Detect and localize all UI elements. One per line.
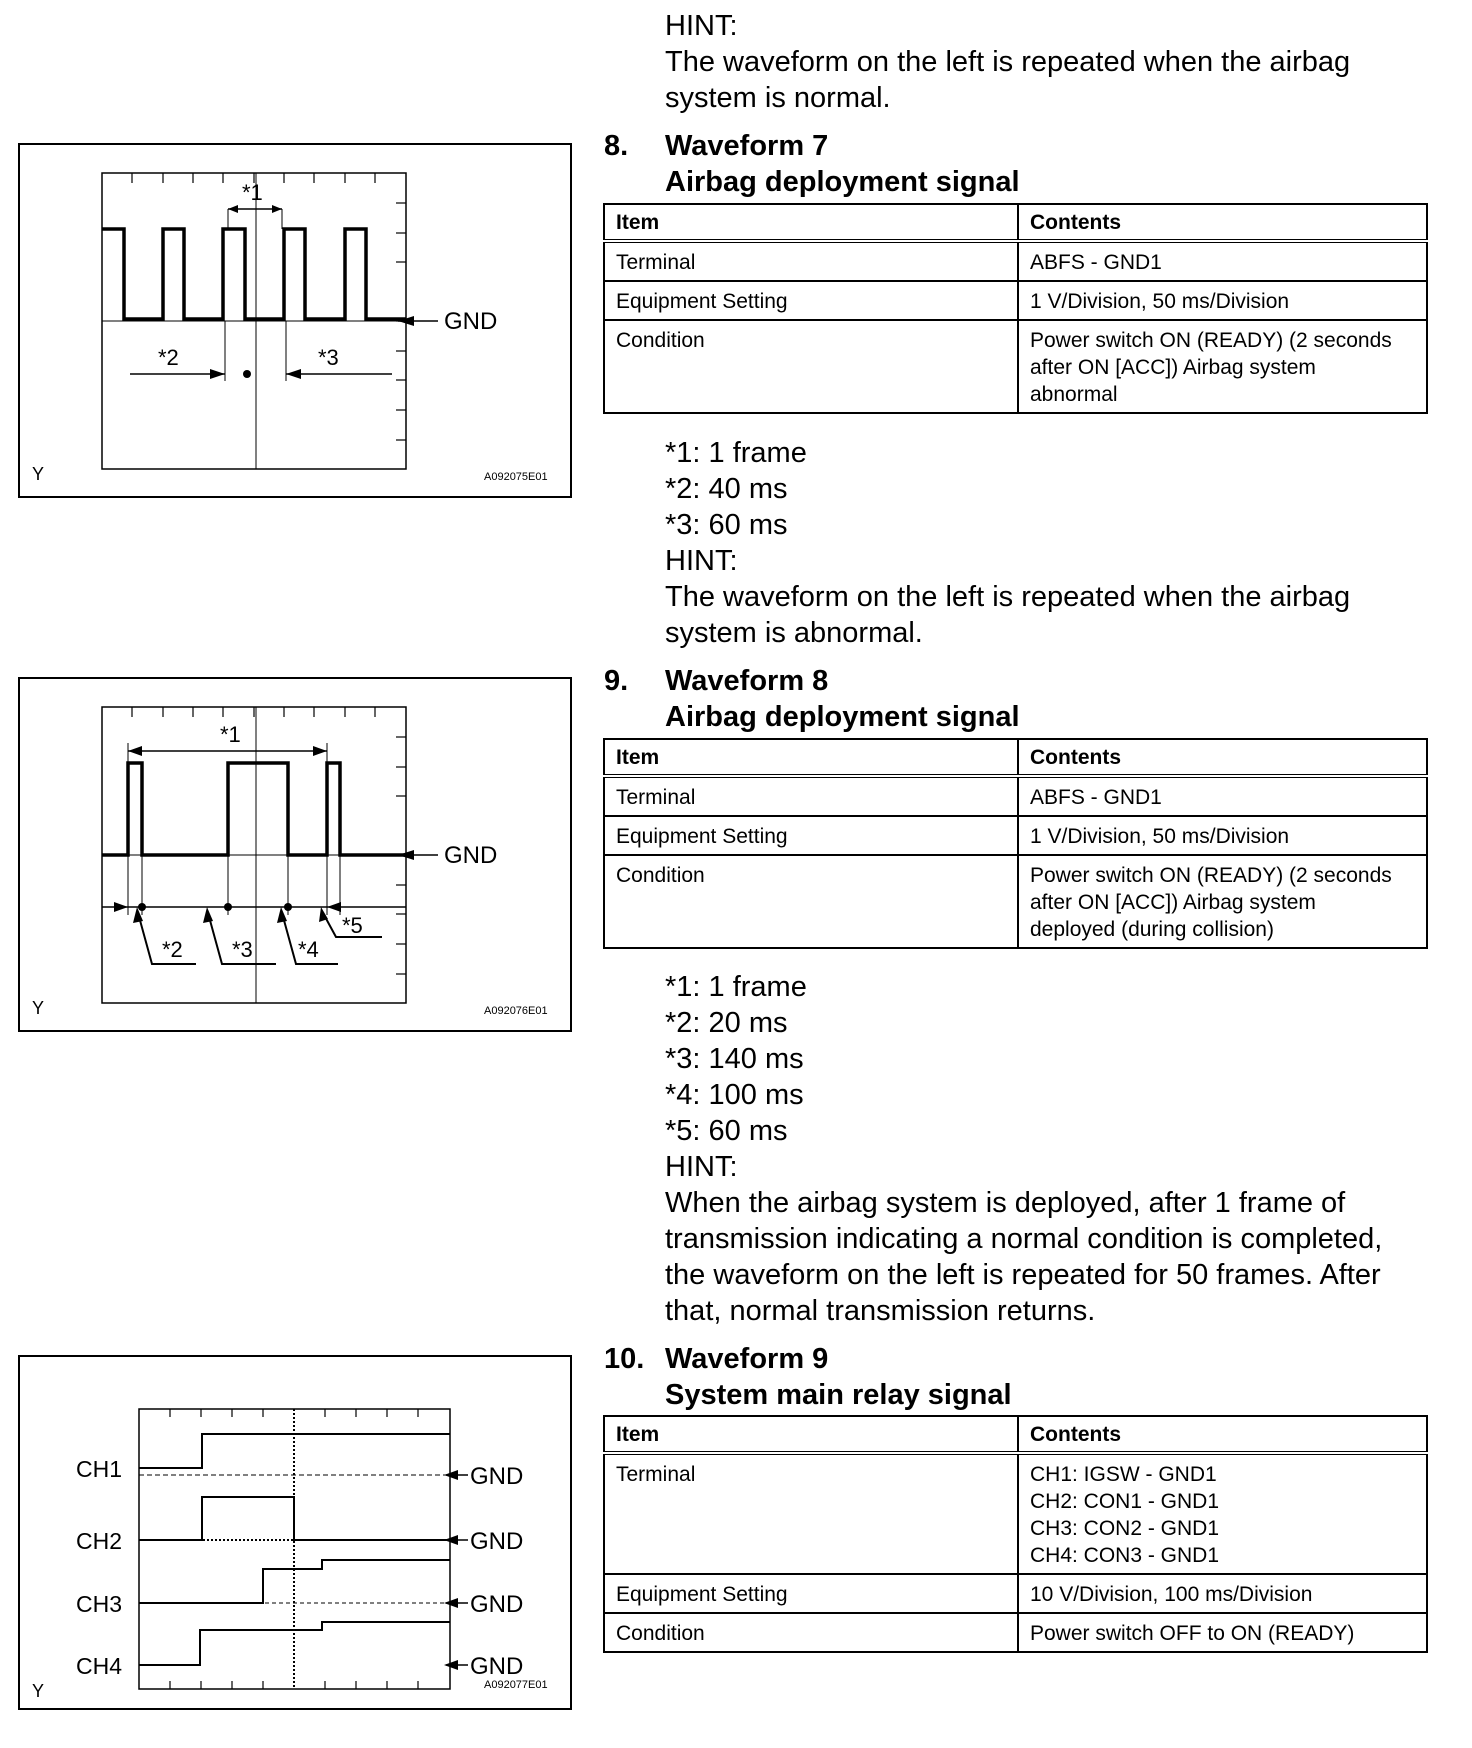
marker-2: *2 <box>162 937 183 962</box>
condition-line: abnormal <box>1030 383 1118 406</box>
waveform-9-table <box>603 1415 1428 1653</box>
waveform-9-diagram <box>20 1357 570 1708</box>
section-subtitle: Airbag deployment signal <box>665 701 1020 733</box>
header-contents: Contents <box>1018 1416 1427 1453</box>
table-header-row <box>604 204 1427 241</box>
note: *2: 40 ms <box>665 473 788 505</box>
hint-label: HINT: <box>665 1151 738 1183</box>
row-value: ABFS - GND1 <box>1018 241 1427 281</box>
note: *4: 100 ms <box>665 1079 804 1111</box>
gnd-label: GND <box>470 1463 524 1490</box>
hint-line: The waveform on the left is repeated when the airbag <box>665 581 1351 613</box>
section-title: Waveform 7 <box>665 130 829 162</box>
waveform-9-figure <box>18 1355 572 1710</box>
table-row <box>604 816 1427 855</box>
marker-4: *4 <box>298 937 319 962</box>
header-item: Item <box>604 204 1018 241</box>
marker-5: *5 <box>342 913 363 938</box>
gnd-label: GND <box>470 1653 524 1680</box>
section-subtitle: Airbag deployment signal <box>665 166 1020 198</box>
table-row <box>604 1574 1427 1613</box>
waveform-8-figure <box>18 677 572 1032</box>
corner-label: Y <box>32 1681 45 1701</box>
marker-1: *1 <box>220 722 241 747</box>
note: *2: 20 ms <box>665 1007 788 1039</box>
row-label: Equipment Setting <box>604 281 1018 320</box>
hint-line: transmission indicating a normal condition is completed, <box>665 1223 1383 1255</box>
grid-ticks <box>132 707 406 974</box>
table-row <box>604 281 1427 320</box>
waveform-7-figure <box>18 143 572 498</box>
table-row <box>604 320 1427 413</box>
table-header-row <box>604 739 1427 776</box>
terminal-line: CH4: CON3 - GND1 <box>1030 1544 1220 1567</box>
waveform-7-signal <box>102 229 406 319</box>
row-label: Condition <box>604 320 1018 413</box>
row-value <box>1018 320 1427 413</box>
note: *5: 60 ms <box>665 1115 788 1147</box>
condition-line: deployed (during collision) <box>1030 918 1274 941</box>
terminal-line: CH3: CON2 - GND1 <box>1030 1517 1220 1540</box>
note: *3: 60 ms <box>665 509 788 541</box>
table-row <box>604 1453 1427 1574</box>
waveform-8-diagram <box>20 679 570 1030</box>
ch1-label: CH1 <box>76 1456 123 1482</box>
row-label: Condition <box>604 1613 1018 1652</box>
table-row <box>604 241 1427 281</box>
header-item: Item <box>604 739 1018 776</box>
marker-3: *3 <box>232 937 253 962</box>
row-label: Equipment Setting <box>604 1574 1018 1613</box>
table-row <box>604 855 1427 948</box>
terminal-line: CH1: IGSW - GND1 <box>1030 1463 1217 1486</box>
section-9-notes <box>665 969 1382 1329</box>
waveform-7-table <box>603 203 1428 414</box>
ch2-trace <box>139 1497 450 1540</box>
top-hint-line: The waveform on the left is repeated when the airbag <box>665 46 1351 78</box>
row-label: Terminal <box>604 241 1018 281</box>
waveform-8-table <box>603 738 1428 949</box>
condition-line: after ON [ACC]) Airbag system <box>1030 356 1316 379</box>
waveform-8-signal <box>102 763 406 855</box>
marker-3: *3 <box>318 345 339 370</box>
header-contents: Contents <box>1018 739 1427 776</box>
figure-code: A092076E01 <box>484 1005 548 1017</box>
row-value: 1 V/Division, 50 ms/Division <box>1018 816 1427 855</box>
figure-code: A092077E01 <box>484 1679 548 1691</box>
note: *1: 1 frame <box>665 437 807 469</box>
figure-code: A092075E01 <box>484 471 548 483</box>
row-value <box>1018 855 1427 948</box>
hint-line: the waveform on the left is repeated for 50 frames. After <box>665 1259 1381 1291</box>
gnd-label: GND <box>444 842 498 869</box>
row-value: Power switch OFF to ON (READY) <box>1018 1613 1427 1652</box>
row-value: 10 V/Division, 100 ms/Division <box>1018 1574 1427 1613</box>
gnd-label: GND <box>470 1528 524 1555</box>
section-subtitle: System main relay signal <box>665 1379 1012 1411</box>
section-8-notes <box>665 435 1350 651</box>
row-label: Condition <box>604 855 1018 948</box>
waveform-7-diagram <box>20 145 570 496</box>
table-row <box>604 1613 1427 1652</box>
top-hint <box>665 8 1350 116</box>
note: *3: 140 ms <box>665 1043 804 1075</box>
corner-label: Y <box>32 998 45 1018</box>
hint-label: HINT: <box>665 545 738 577</box>
header-contents: Contents <box>1018 204 1427 241</box>
row-value: 1 V/Division, 50 ms/Division <box>1018 281 1427 320</box>
table-header-row <box>604 1416 1427 1453</box>
ch4-label: CH4 <box>76 1653 123 1679</box>
section-title: Waveform 9 <box>665 1343 829 1375</box>
top-hint-line: system is normal. <box>665 82 891 114</box>
section-number: 9. <box>604 665 629 697</box>
note: *1: 1 frame <box>665 971 807 1003</box>
corner-label: Y <box>32 464 45 484</box>
condition-line: after ON [ACC]) Airbag system <box>1030 891 1316 914</box>
gnd-label: GND <box>444 308 498 335</box>
hint-line: system is abnormal. <box>665 617 923 649</box>
section-number: 10. <box>604 1343 645 1375</box>
marker-2: *2 <box>158 345 179 370</box>
row-value: ABFS - GND1 <box>1018 776 1427 816</box>
table-row <box>604 776 1427 816</box>
hint-line: When the airbag system is deployed, after 1 frame of <box>665 1187 1346 1219</box>
marker-1: *1 <box>242 180 263 205</box>
row-value <box>1018 1453 1427 1574</box>
condition-line: Power switch ON (READY) (2 seconds <box>1030 864 1392 887</box>
section-number: 8. <box>604 130 629 162</box>
section-title: Waveform 8 <box>665 665 829 697</box>
ch3-label: CH3 <box>76 1591 123 1617</box>
terminal-line: CH2: CON1 - GND1 <box>1030 1490 1220 1513</box>
row-label: Terminal <box>604 776 1018 816</box>
ch2-label: CH2 <box>76 1528 123 1554</box>
gnd-label: GND <box>470 1591 524 1618</box>
top-hint-label: HINT: <box>665 10 738 42</box>
hint-line: that, normal transmission returns. <box>665 1295 1096 1327</box>
condition-line: Power switch ON (READY) (2 seconds <box>1030 329 1392 352</box>
header-item: Item <box>604 1416 1018 1453</box>
row-label: Equipment Setting <box>604 816 1018 855</box>
row-label: Terminal <box>604 1453 1018 1574</box>
